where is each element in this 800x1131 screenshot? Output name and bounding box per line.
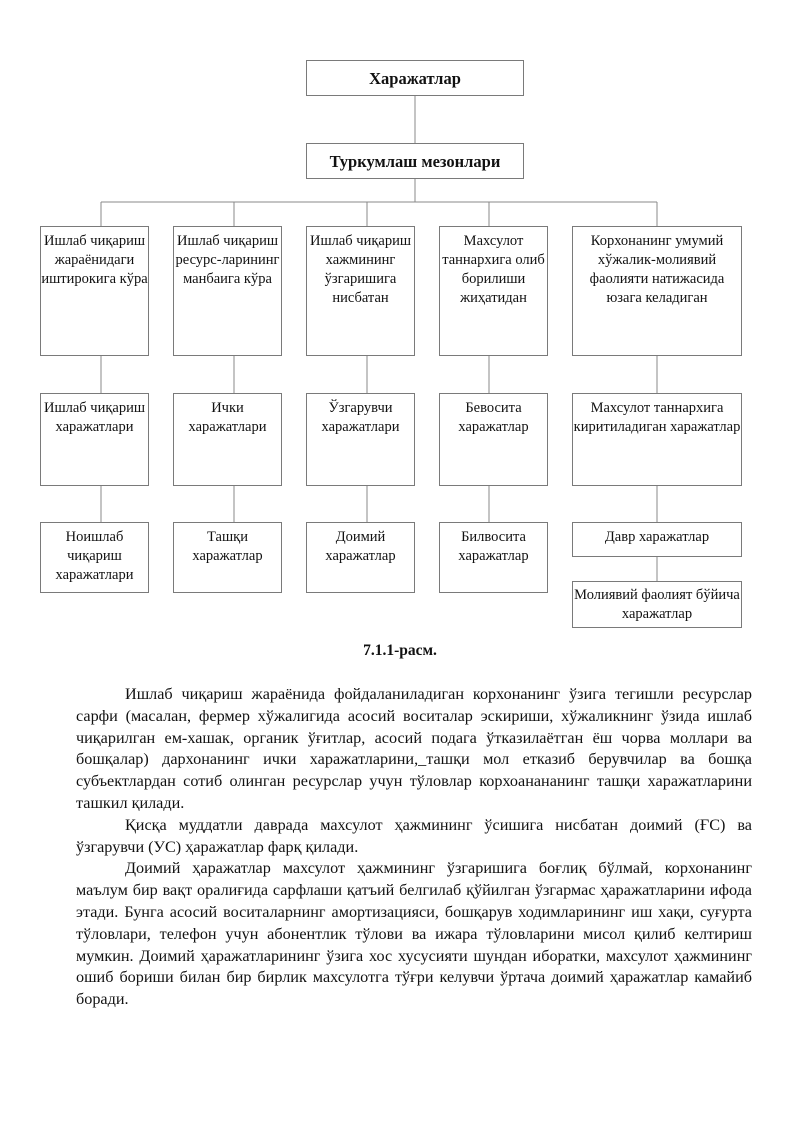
criterion-node-3: Ишлаб чиқариш хажмининг ўзгаришига нисбатан [306, 226, 415, 356]
criteria-node: Туркумлаш мезонлари [306, 143, 524, 179]
category-node-4-1: Бевосита харажатлар [439, 393, 548, 486]
category-node-5-2: Давр харажатлар [572, 522, 742, 557]
category-node-2-1: Ички харажатлари [173, 393, 282, 486]
root-node: Харажатлар [306, 60, 524, 96]
paragraph: Ишлаб чиқариш жараёнида фойдаланиладиган корхонанинг ўзига тегишли ресурслар сарфи (масалан, фермер хўжалигида асосий воситалар эскириши, хўжаликнинг ўзида ишлаб чиқарилган ем-хашак, органик ўғитлар, асосий подага ўтказилаётган ёш чорва моллари ва бошқалар) дархонанинг ички харажатларини,_ташқи мол етказиб берувчилар ва бошқа субъектлардан сотиб олинган ресурслар учун тўловлар корхоанананинг ташқи харажатларини ташкил қилади. [76, 685, 752, 812]
criterion-node-1: Ишлаб чиқариш жараёнидаги иштирокига кўра [40, 226, 149, 356]
category-node-1-1: Ишлаб чиқариш харажатлари [40, 393, 149, 486]
criterion-node-2: Ишлаб чиқариш ресурс-ларининг манбаига кўра [173, 226, 282, 356]
paragraph: Қисқа муддатли даврада махсулот ҳажмининг ўсишига нисбатан доимий (ҒС) ва ўзгарувчи (УС) ҳаражатлар фарқ қилади. [76, 815, 752, 856]
criterion-node-5: Корхонанинг умумий хўжалик-молиявий фаолияти натижасида юзага келадиган [572, 226, 742, 356]
figure-caption: 7.1.1-расм. [363, 642, 437, 659]
criterion-node-4: Махсулот таннархига олиб борилиши жиҳатидан [439, 226, 548, 356]
category-node-2-2: Ташқи харажатлар [173, 522, 282, 593]
category-node-3-2: Доимий харажатлар [306, 522, 415, 593]
category-node-4-2: Билвосита харажатлар [439, 522, 548, 593]
category-node-5-3: Молиявий фаолият бўйича харажатлар [572, 581, 742, 628]
category-node-5-1: Махсулот таннархига киритиладиган харажатлар [572, 393, 742, 486]
category-node-3-1: Ўзгарувчи харажатлари [306, 393, 415, 486]
paragraph: Доимий ҳаражатлар махсулот ҳажмининг ўзгаришига боғлиқ бўлмай, корхонанинг маълум бир вақт оралиғида сарфлаши қатъий белгилаб қўйилган ўзгармас ҳаражатларини ифода этади. Бунга асосий воситаларнинг амортизацияси, бошқарув ходимларининг иш хақи, суғурта тўловлари, телефон учун абонентлик тўлови ва ижара тўловларини мисол қилиб келтириш мумкин. Доимий ҳаражатларининг ўзига хос хусусияти шундан иборатки, махсулот ҳажмининг ошиб бориши билан бир бирлик махсулотга тўғри келувчи ўртача доимий ҳаражатлар камайиб боради. [76, 859, 752, 1009]
category-node-1-2: Ноишлаб чиқариш харажатлари [40, 522, 149, 593]
body-text [76, 684, 752, 1011]
